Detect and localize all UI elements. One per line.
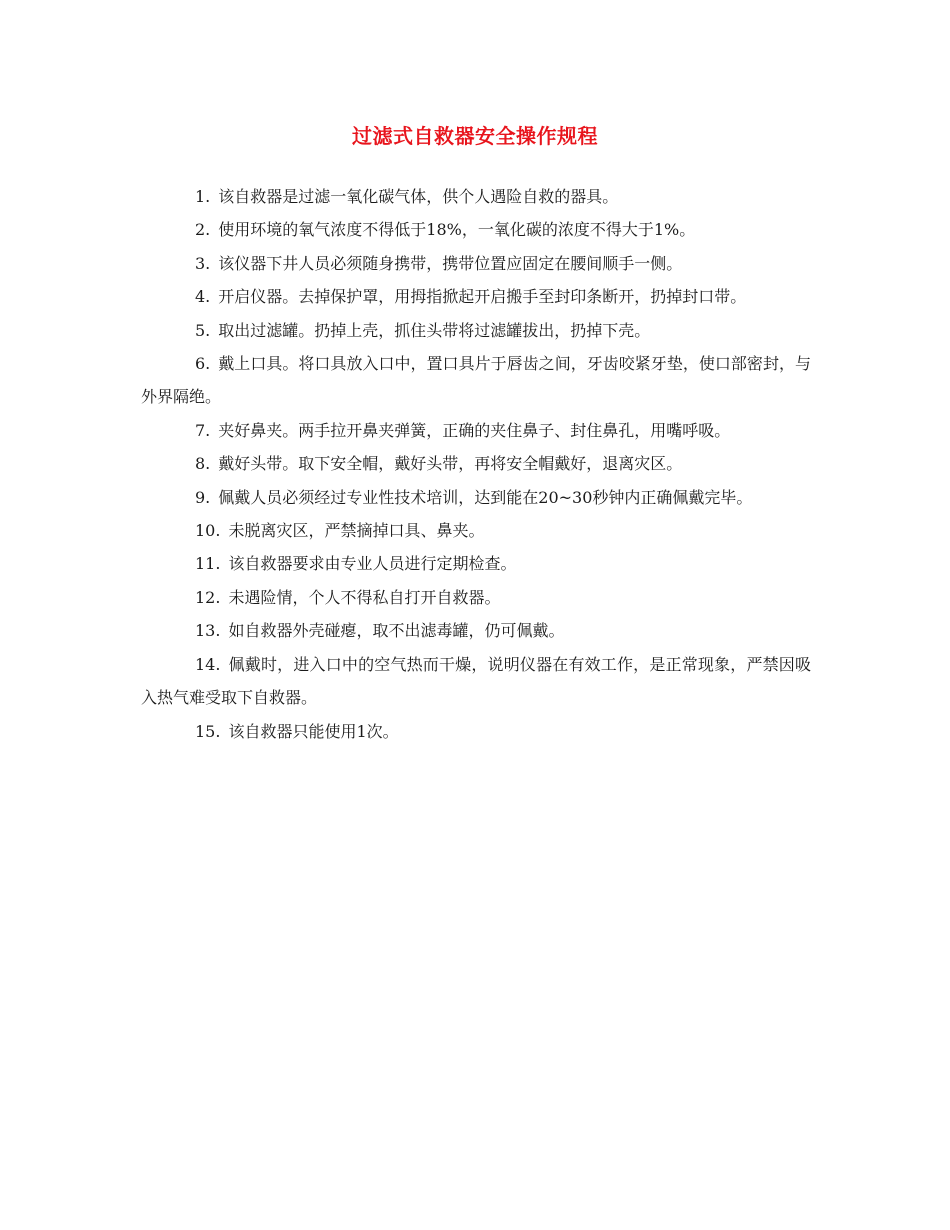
list-item	[141, 715, 811, 748]
list-item	[141, 347, 811, 414]
list-item	[141, 280, 811, 313]
item-number: 8.	[195, 454, 211, 474]
item-number: 1.	[195, 187, 211, 206]
item-number: 9.	[195, 487, 211, 507]
item-number: 3.	[195, 253, 211, 273]
list-item	[141, 547, 811, 580]
item-text: 该自救器要求由专业人员进行定期检查。	[228, 554, 517, 574]
item-text: 开启仪器。去掉保护罩，用拇指掀起开启搬手至封印条断开，扔掉封口带。	[218, 287, 747, 307]
document-title: 过滤式自救器安全操作规程	[352, 124, 598, 148]
document-body	[141, 180, 811, 748]
item-text: 取出过滤罐。扔掉上壳，抓住头带将过滤罐拔出，扔掉下壳。	[218, 320, 651, 340]
item-number: 7.	[195, 420, 211, 440]
item-number: 11.	[195, 554, 221, 574]
item-number: 13.	[195, 621, 221, 641]
list-item	[141, 648, 811, 715]
list-item	[141, 247, 811, 280]
item-text: 佩戴人员必须经过专业性技术培训，达到能在20~30秒钟内正确佩戴完毕。	[218, 487, 753, 507]
item-number: 10.	[195, 521, 221, 541]
list-item	[141, 614, 811, 647]
item-number: 15.	[195, 721, 221, 741]
item-text: 戴上口具。将口具放入口中，置口具片于唇齿之间，牙齿咬紧牙垫，使口部密封，与外界隔绝。	[141, 354, 811, 407]
item-text: 未脱离灾区，严禁摘掉口具、鼻夹。	[228, 521, 485, 541]
list-item	[141, 180, 811, 213]
item-number: 4.	[195, 287, 211, 307]
item-number: 12.	[195, 587, 221, 607]
list-item	[141, 447, 811, 480]
list-item	[141, 481, 811, 514]
item-text: 如自救器外壳碰瘪，取不出滤毒罐，仍可佩戴。	[228, 621, 565, 641]
item-text: 该自救器是过滤一氧化碳气体，供个人遇险自救的器具。	[218, 187, 619, 206]
list-item	[141, 314, 811, 347]
item-text: 佩戴时，进入口中的空气热而干燥，说明仪器在有效工作，是正常现象，严禁因吸入热气难受取下自救器。	[141, 654, 811, 708]
list-item	[141, 414, 811, 447]
item-text: 未遇险情，个人不得私自打开自救器。	[228, 587, 501, 607]
item-number: 6.	[195, 354, 211, 374]
item-number: 2.	[195, 220, 211, 240]
item-text: 该自救器只能使用1次。	[228, 721, 399, 741]
item-text: 该仪器下井人员必须随身携带，携带位置应固定在腰间顺手一侧。	[218, 253, 683, 273]
item-number: 5.	[195, 320, 211, 340]
list-item	[141, 581, 811, 614]
item-text: 使用环境的氧气浓度不得低于18%，一氧化碳的浓度不得大于1%。	[218, 220, 696, 240]
item-text: 夹好鼻夹。两手拉开鼻夹弹簧，正确的夹住鼻子、封住鼻孔，用嘴呼吸。	[218, 420, 731, 440]
item-number: 14.	[195, 654, 221, 674]
list-item	[141, 514, 811, 547]
list-item	[141, 213, 811, 246]
item-text: 戴好头带。取下安全帽，戴好头带，再将安全帽戴好，退离灾区。	[218, 454, 683, 474]
